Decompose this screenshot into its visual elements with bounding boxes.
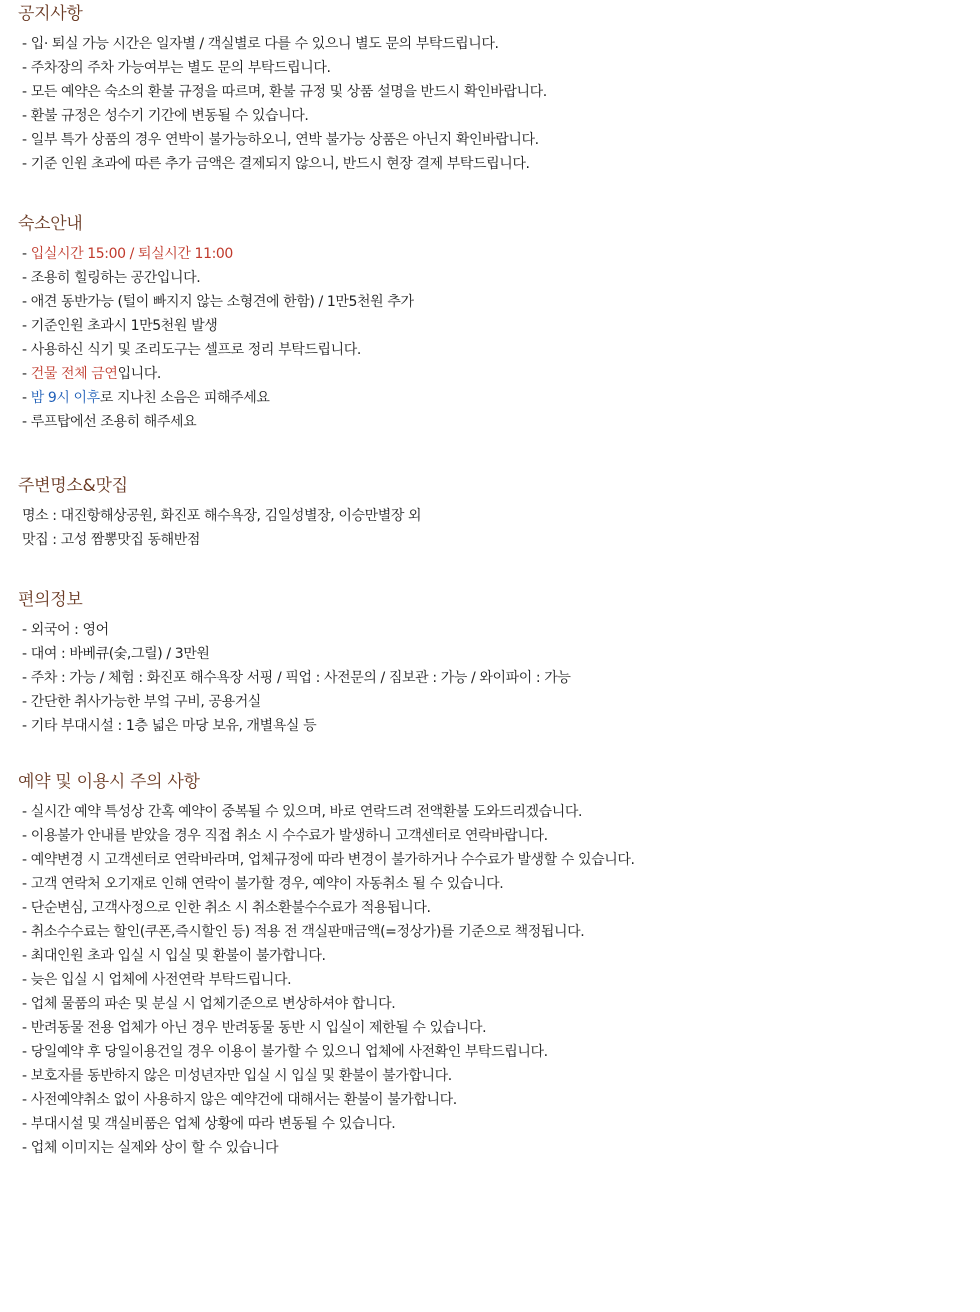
amenities-list bbox=[18, 618, 958, 738]
lodging-line: - 루프탑에선 조용히 해주세요 bbox=[22, 414, 197, 430]
caution-line: - 실시간 예약 특성상 간혹 예약이 중복될 수 있으며, 바로 연락드려 전액환불 도와드리겠습니다. bbox=[22, 804, 583, 820]
caution-line: - 고객 연락처 오기재로 인해 연락이 불가할 경우, 예약이 자동취소 될 수 있습니다. bbox=[22, 876, 504, 892]
caution-line: - 당일예약 후 당일이용건일 경우 이용이 불가할 수 있으니 업체에 사전확인 부탁드립니다. bbox=[22, 1044, 548, 1060]
notice-line: - 일부 특가 상품의 경우 연박이 불가능하오니, 연박 불가능 상품은 아닌지 확인바랍니다. bbox=[22, 132, 539, 148]
quiet-hours-highlight: 밤 9시 이후 bbox=[30, 390, 100, 406]
caution-line: - 늦은 입실 시 업체에 사전연락 부탁드립니다. bbox=[22, 972, 292, 988]
amenities-line: - 주차 : 가능 / 체험 : 화진포 해수욕장 서핑 / 픽업 : 사전문의 / 짐보관 : 가능 / 와이파이 : 가능 bbox=[22, 670, 571, 686]
notice-line: - 모든 예약은 숙소의 환불 규정을 따르며, 환불 규정 및 상품 설명을 반드시 확인바랍니다. bbox=[22, 84, 547, 100]
quiet-hours-line bbox=[22, 386, 958, 410]
nearby-title: 주변명소&맛집 bbox=[18, 476, 128, 496]
caution-section bbox=[18, 770, 958, 1160]
notice-line: - 환불 규정은 성수기 기간에 변동될 수 있습니다. bbox=[22, 108, 309, 124]
nearby-line: 맛집 : 고성 짬뽕맛집 동해반점 bbox=[22, 532, 201, 548]
smoking-suffix: 입니다. bbox=[117, 366, 161, 382]
caution-line: - 업체 이미지는 실제와 상이 할 수 있습니다 bbox=[22, 1140, 279, 1156]
amenities-line: - 외국어 : 영어 bbox=[22, 622, 109, 638]
no-smoking-highlight: 건물 전체 금연 bbox=[30, 366, 118, 382]
checkin-time-line bbox=[22, 242, 958, 266]
lodging-line: - 조용히 힐링하는 공간입니다. bbox=[22, 270, 201, 286]
caution-list bbox=[18, 800, 958, 1160]
caution-line: - 반려동물 전용 업체가 아닌 경우 반려동물 동반 시 입실이 제한될 수 있습니다. bbox=[22, 1020, 487, 1036]
caution-line: - 보호자를 동반하지 않은 미성년자만 입실 시 입실 및 환불이 불가합니다. bbox=[22, 1068, 452, 1084]
caution-line: - 부대시설 및 객실비품은 업체 상황에 따라 변동될 수 있습니다. bbox=[22, 1116, 396, 1132]
notice-line: - 입· 퇴실 가능 시간은 일자별 / 객실별로 다를 수 있으니 별도 문의 부탁드립니다. bbox=[22, 36, 499, 52]
amenities-line: - 간단한 취사가능한 부엌 구비, 공용거실 bbox=[22, 694, 261, 710]
nearby-list bbox=[18, 504, 958, 552]
lodging-line: - 사용하신 식기 및 조리도구는 셀프로 정리 부탁드립니다. bbox=[22, 342, 361, 358]
night-suffix: 로 지나친 소음은 피해주세요 bbox=[99, 390, 270, 406]
notice-list bbox=[18, 32, 958, 176]
lodging-title: 숙소안내 bbox=[18, 214, 83, 234]
checkin-prefix: - bbox=[22, 246, 31, 262]
night-prefix: - bbox=[22, 390, 31, 406]
lodging-list bbox=[18, 242, 958, 434]
lodging-line: - 기준인원 초과시 1만5천원 발생 bbox=[22, 318, 218, 334]
caution-line: - 업체 물품의 파손 및 분실 시 업체기준으로 변상하셔야 합니다. bbox=[22, 996, 396, 1012]
caution-title: 예약 및 이용시 주의 사항 bbox=[18, 772, 200, 792]
caution-line: - 이용불가 안내를 받았을 경우 직접 취소 시 수수료가 발생하니 고객센터로 연락바랍니다. bbox=[22, 828, 548, 844]
amenities-line: - 대여 : 바베큐(숯,그릴) / 3만원 bbox=[22, 646, 210, 662]
nearby-section bbox=[18, 474, 958, 552]
amenities-line: - 기타 부대시설 : 1층 넓은 마당 보유, 개별욕실 등 bbox=[22, 718, 317, 734]
no-smoking-line bbox=[22, 362, 958, 386]
caution-line: - 취소수수료는 할인(쿠폰,즉시할인 등) 적용 전 객실판매금액(=정상가)를 기준으로 책정됩니다. bbox=[22, 924, 585, 940]
caution-line: - 최대인원 초과 입실 시 입실 및 환불이 불가합니다. bbox=[22, 948, 326, 964]
smoking-prefix: - bbox=[22, 366, 31, 382]
amenities-title: 편의정보 bbox=[18, 590, 83, 610]
caution-line: - 단순변심, 고객사정으로 인한 취소 시 취소환불수수료가 적용됩니다. bbox=[22, 900, 431, 916]
lodging-section bbox=[18, 212, 958, 434]
notice-title: 공지사항 bbox=[18, 4, 83, 24]
notice-section bbox=[18, 2, 958, 176]
notice-line: - 주차장의 주차 가능여부는 별도 문의 부탁드립니다. bbox=[22, 60, 331, 76]
caution-line: - 사전예약취소 없이 사용하지 않은 예약건에 대해서는 환불이 불가합니다. bbox=[22, 1092, 457, 1108]
nearby-line: 명소 : 대진항해상공원, 화진포 해수욕장, 김일성별장, 이승만별장 외 bbox=[22, 508, 422, 524]
notice-line: - 기준 인원 초과에 따른 추가 금액은 결제되지 않으니, 반드시 현장 결제 부탁드립니다. bbox=[22, 156, 530, 172]
caution-line: - 예약변경 시 고객센터로 연락바라며, 업체규정에 따라 변경이 불가하거나 수수료가 발생할 수 있습니다. bbox=[22, 852, 635, 868]
amenities-section bbox=[18, 588, 958, 738]
lodging-line: - 애견 동반가능 (털이 빠지지 않는 소형견에 한함) / 1만5천원 추가 bbox=[22, 294, 414, 310]
checkin-time-highlight: 입실시간 15:00 / 퇴실시간 11:00 bbox=[30, 246, 233, 262]
